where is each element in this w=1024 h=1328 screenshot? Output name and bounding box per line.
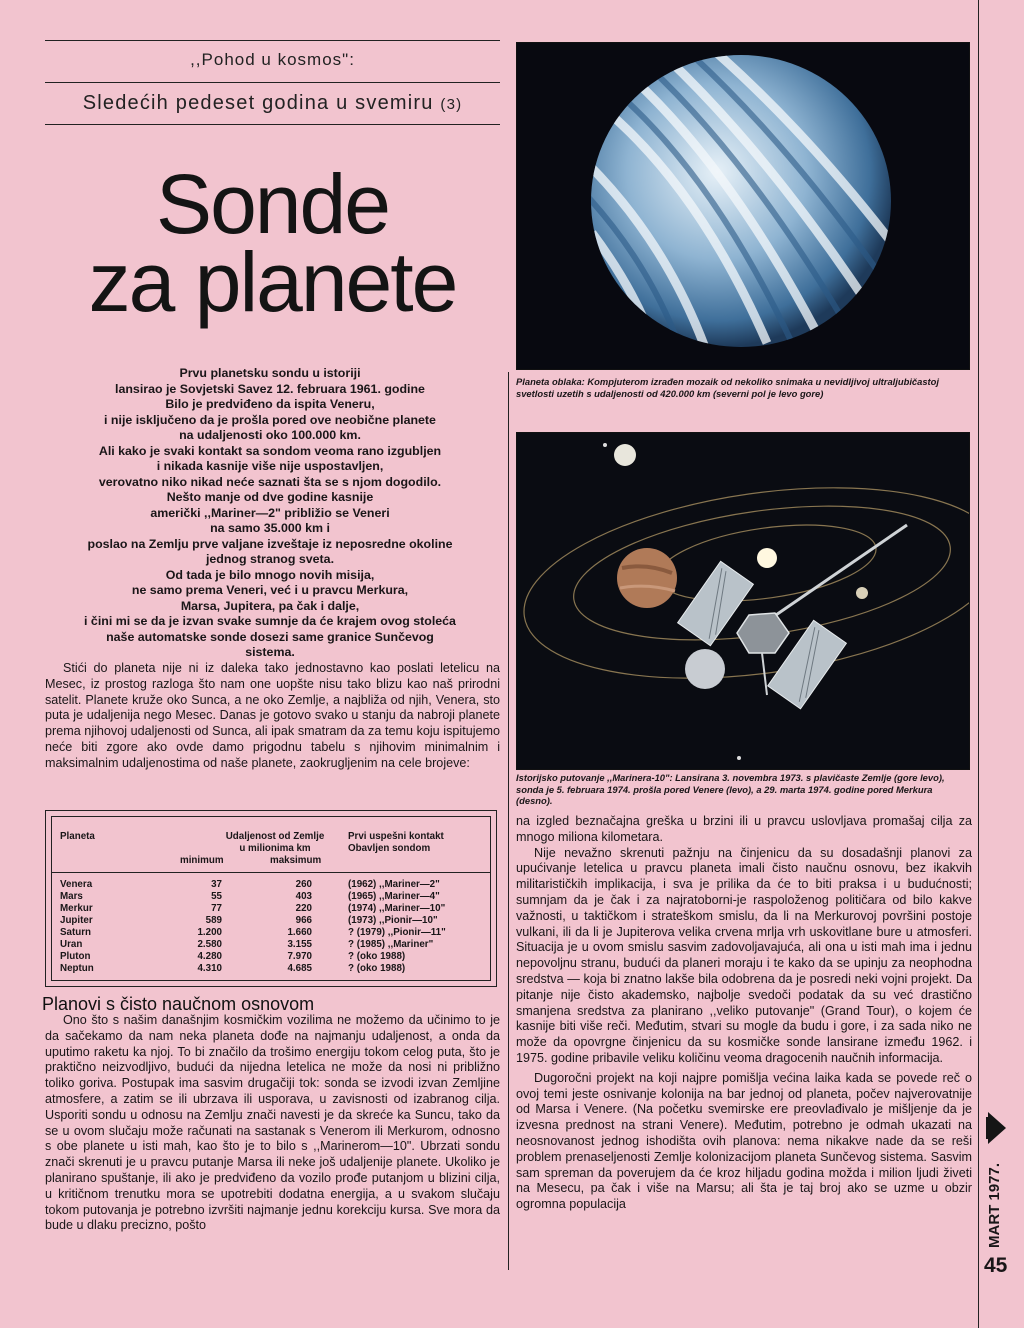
subtitle bbox=[45, 92, 500, 115]
lead-line: i nikada kasnije više nije uspostavljen, bbox=[156, 459, 384, 473]
left-body-text bbox=[45, 1013, 500, 1234]
table-cell-contact: (1962) ,,Mariner—2" bbox=[348, 879, 440, 890]
column-divider bbox=[508, 372, 509, 1270]
table-header-min: minimum bbox=[180, 855, 224, 866]
lead-line: naše automatske sonde dosezi same granice Sunčevog bbox=[106, 629, 434, 644]
lead-line: i čini mi se da je izvan svake sumnje da će krajem ovog stoleća bbox=[84, 614, 456, 628]
right-body-paragraph-2: Nije nevažno skrenuti pažnju na činjenicu da su dosadašnji planovi za upućivanje letelica u pravcu planeta imali čisto naučnu osnovu, bez ikakvih militarističkih implikacija, i sva je prilika da će to biti praksa i u budućnosti; sumnjam da je čak i za najratoborni-je raspoloženog političara od bilo kakve važnosti, u taktičkom i strateškom smislu, da li na Merkurovoj površini postoje vulkani, ili da li je Jupiterova velika crvena mrlja vrh uskovitlane bure u atmosferi. Situacija je u ovom smislu sasvim zadovoljavajuća, ali ona u isti mah ima i jednu nepovoljnu stranu, budući da planeri moraju i te kako da se upinju za neophodna sredstva — koja bi znatno lakše bila odobrena da je posredi neki vojni projekt. Da pitanje nije čisto akademsko, najbolje svedoči podatak da su već drastično smanjena sredstva za planirano ,,veliko putovanje" (Grand Tour), o kojem će kasnije biti više reči. Međutim, stvari su mogle da budu i gore, i za sada niko ne može da opovrgne činjenicu da su kosmičke sonde lansirane između 1962. i 1975. godine pribavile veliku količinu veoma dragocenih naučnih informacija. bbox=[516, 845, 972, 1065]
lead-line: Od tada je bilo mnogo novih misija, bbox=[165, 567, 375, 582]
table-cell-max: 260 bbox=[295, 879, 312, 890]
table-cell-min: 2.580 bbox=[197, 939, 222, 950]
right-body-paragraph-3: Dugoročni projekt na koji najpre pomišlja većina laika kada se povede reč o ovoj temi jeste osnivanje kolonija na bar jednoj od planeta, počev najverovatnije od Marsa i Venere. (Na početku svemirske ere preovlađivalo je mišljenje da je izvesna prednost na strani Venere). Međutim, potrebno je odmah ukazati na neosnovanost jednog ishodišta ovih planova: nema nikakve nade da se reši problem prenaseljenosti Zemlje kolonizacijom planeta Sunčevog sistema. Sasvim sam spreman da poverujem da će kroz hiljadu godina možda i milion ljudi živeti na Mesecu, pa čak i više na Marsu; ali šta je taj broj ako se uzme u obzir ogromna populacija bbox=[516, 1070, 972, 1212]
lead-line: Bilo je predviđeno da ispita Veneru, bbox=[165, 397, 375, 411]
table-header-distance-line2: u milionima km bbox=[239, 843, 311, 854]
subtitle-rule-top bbox=[45, 82, 500, 83]
table-header-distance bbox=[200, 831, 350, 855]
lead-line: verovatno niko nikad neće saznati šta se s njom dogodilo. bbox=[98, 474, 442, 489]
lead-line: poslao na Zemlju prve valjane izveštaje iz neposredne okoline bbox=[87, 536, 453, 551]
margin-rule bbox=[978, 0, 979, 1328]
table-cell-max: 3.155 bbox=[287, 939, 312, 950]
lead-line: američki ,,Mariner—2" približio se Veneri bbox=[150, 505, 390, 520]
lead-line: na samo 35.000 km i bbox=[210, 521, 330, 535]
mariner-image bbox=[517, 433, 969, 769]
table-cell-min: 1.200 bbox=[197, 927, 222, 938]
right-body-text bbox=[516, 814, 972, 1213]
table-header-contact-line1: Prvi uspešni kontakt bbox=[348, 831, 444, 842]
table-cell-contact: ? (oko 1988) bbox=[348, 951, 406, 962]
intro-paragraph bbox=[45, 661, 500, 772]
table-cell-max: 7.970 bbox=[287, 951, 312, 962]
left-body-paragraph: Ono što s našim današnjim kosmičkim vozilima ne možemo da učinimo to je da sačekamo da nam neka planeta dođe na najmanju udaljenost, a onda da uputimo raketu ka njoj. To bi značilo da trošimo energiju tokom celog puta, što je praktično neizvodljivo, budući da nijedna letelica ne može da nosi ni približno toliko goriva. Postupak ima sasvim drugačiji tok: sonda se izvodi izvan Zemljine atmosfere, a zatim se ili ubrzava ili usporava, u zavisnosti od izabranog cilja. Usporiti sondu u odnosu na Zemlju znači navesti je da skreće ka Suncu, tako da se u ovom slučaju može računati na sastanak s Venerom ili Merkurom, odnosno s obe planete u isti mah, kao što je to bilo s ,,Marinerom—10". Ubrzati sondu znači skrenuti je u pravcu putanje Marsa ili neke još udaljenije planete. Ukoliko je planirano spuštanje, ili ako je predviđeno da vozilo prođe putanjom u blizini cilja, u kritičnom trenutku mora se upotrebiti dodatna energija, a u svakom slučaju tokom putovanja je potrebno izvršiti najmanje jednu korekciju kursa. Sve mora da bude u dlaku precizno, pošto bbox=[45, 1013, 500, 1233]
table-header-contact bbox=[348, 831, 444, 855]
table-cell-min: 37 bbox=[211, 879, 222, 890]
lead-line: sistema. bbox=[245, 645, 295, 659]
table-cell-contact: ? (oko 1988) bbox=[348, 963, 406, 974]
table-cell-planet: Saturn bbox=[60, 927, 92, 938]
page-number: 45 bbox=[984, 1254, 1008, 1277]
series-title: ,,Pohod u kosmos": bbox=[190, 50, 355, 69]
table-cell-contact: (1965) ,,Mariner—4" bbox=[348, 891, 440, 902]
lead-line: Nešto manje od dve godine kasnije bbox=[166, 490, 374, 504]
table-cell-planet: Merkur bbox=[60, 903, 93, 914]
top-rule bbox=[45, 40, 500, 41]
issue-date: MART 1977. bbox=[986, 1162, 1003, 1248]
distance-table bbox=[45, 810, 497, 987]
article-title-line2: za planete bbox=[88, 235, 457, 329]
part-number: (3) bbox=[440, 96, 463, 113]
venus-photo bbox=[516, 42, 970, 370]
table-cell-max: 1.660 bbox=[287, 927, 312, 938]
lead-line: lansirao je Sovjetski Savez 12. februara 1961. godine bbox=[115, 381, 425, 396]
table-cell-min: 4.280 bbox=[197, 951, 222, 962]
lead-line: ne samo prema Veneri, već i u pravcu Merkura, bbox=[131, 583, 409, 597]
table-header-planet: Planeta bbox=[60, 831, 95, 842]
lead-line: na udaljenosti oko 100.000 km. bbox=[179, 428, 361, 442]
table-header-distance-line1: Udaljenost od Zemlje bbox=[225, 831, 325, 842]
table-cell-max: 220 bbox=[295, 903, 312, 914]
table-cell-planet: Venera bbox=[60, 879, 93, 890]
lead-line: Ali kako je svaki kontakt sa sondom veoma rano izgubljen bbox=[98, 443, 442, 458]
table-header-contact-line2: Obavljen sondom bbox=[348, 843, 431, 854]
subtitle-rule-bottom bbox=[45, 124, 500, 125]
table-cell-min: 55 bbox=[211, 891, 222, 902]
table-cell-planet: Jupiter bbox=[60, 915, 93, 926]
table-cell-contact: (1973) ,,Pionir—10" bbox=[348, 915, 438, 926]
article-title-line1: Sonde bbox=[156, 157, 389, 251]
table-cell-planet: Pluton bbox=[60, 951, 91, 962]
right-body-paragraph-1: na izgled beznačajna greška u brzini ili u pravcu uslovljava promašaj cilja za mnogo miliona kilometara. bbox=[516, 814, 972, 844]
table-cell-min: 77 bbox=[211, 903, 222, 914]
table-cell-max: 966 bbox=[295, 915, 312, 926]
mariner-caption: Istorijsko putovanje ,,Marinera-10": Lansirana 3. novembra 1973. s plavičaste Zemlje (gore levo), sonda je 5. februara 1974. prošla pored Venere (levo), a 29. marta 1974. godine pored Merkura (desno). bbox=[516, 772, 945, 806]
table-cell-contact: ? (1985) ,,Mariner" bbox=[348, 939, 434, 950]
section-heading: Planovi s čisto naučnom osnovom bbox=[42, 994, 315, 1014]
table-cell-contact: ? (1979) ,,Pionir—11" bbox=[348, 927, 446, 938]
table-cell-min: 4.310 bbox=[197, 963, 222, 974]
continue-arrow-stem bbox=[986, 1117, 992, 1139]
table-cell-max: 4.685 bbox=[287, 963, 312, 974]
venus-caption: Planeta oblaka: Kompjuterom izrađen mozaik od nekoliko snimaka u nevidljivoj ultraljubičastoj svetlosti uzetih s udaljenosti od 420.000 km (severni pol je levo gore) bbox=[516, 376, 940, 399]
table-cell-planet: Mars bbox=[60, 891, 83, 902]
table-cell-contact: (1974) ,,Mariner—10" bbox=[348, 903, 446, 914]
venus-image bbox=[517, 43, 969, 369]
intro-text: Stići do planeta nije ni iz daleka tako jednostavno kao poslati letelicu na Mesec, iz prostog razloga što nam one uopšte nisu tako blizu kao naš prirodni satelit. Planete kruže oko Sunca, a ne oko Zemlje, a najbliža od njih, Venera, sto puta je udaljenija nego Mesec. Danas je gotovo svako u stanju da nabroji planete prema njihovoj udaljenosti od Sunca, ali ipak smatram da za temu koju ispitujemo neće biti zgore ako ovde damo prigodnu tabelu s njihovim minimalnim i maksimalnim udaljenostima od naše planete, zaokrugljenim na cele brojeve: bbox=[45, 661, 500, 770]
lead-line: i nije isključeno da je prošla pored ove neobične planete bbox=[104, 412, 436, 427]
table-cell-max: 403 bbox=[295, 891, 312, 902]
distance-table-inner bbox=[51, 816, 491, 981]
table-cell-planet: Neptun bbox=[60, 963, 94, 974]
lead-line: jednog stranog sveta. bbox=[205, 552, 335, 566]
table-cell-planet: Uran bbox=[60, 939, 83, 950]
lead-line: Prvu planetsku sondu u istoriji bbox=[179, 366, 361, 380]
lead-paragraph bbox=[38, 366, 502, 661]
table-header-max: maksimum bbox=[270, 855, 322, 866]
table-cell-min: 589 bbox=[205, 915, 222, 926]
table-header-rule bbox=[52, 872, 490, 873]
lead-line: Marsa, Jupitera, pa čak i dalje, bbox=[180, 598, 360, 613]
subtitle-text: Sledećih pedeset godina u svemiru bbox=[82, 92, 434, 114]
mariner-photo bbox=[516, 432, 970, 770]
